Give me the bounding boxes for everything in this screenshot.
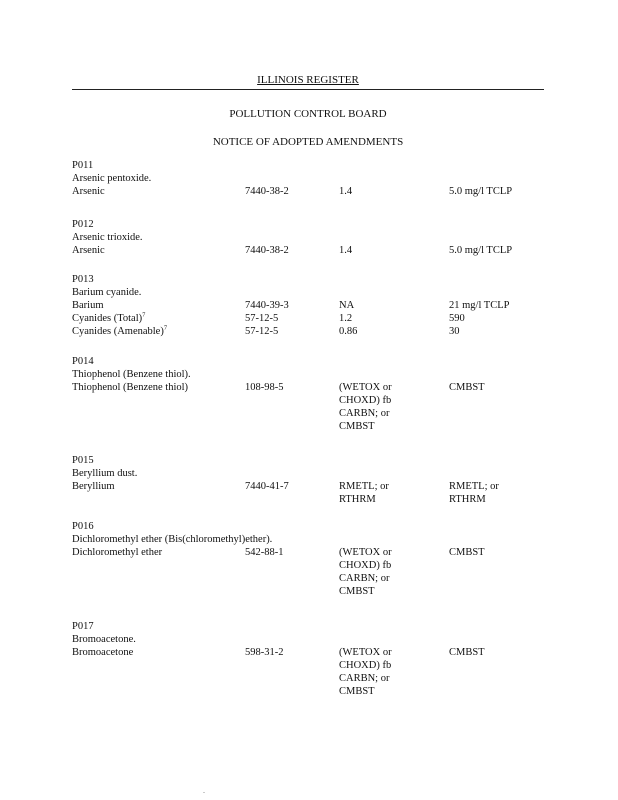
- constituent-name-text: Cyanides (Amenable): [72, 325, 164, 337]
- constituent-name-text: Arsenic: [72, 244, 105, 256]
- nonwastewater-standard-line: CMBST: [449, 546, 485, 558]
- nonwastewater-standard: [449, 326, 460, 339]
- wastewater-standard-line: CARBN; or: [339, 572, 390, 584]
- wastewater-standard-line: CMBST: [339, 685, 375, 697]
- waste-block: [72, 219, 544, 258]
- constituent-name: [72, 313, 145, 326]
- wastewater-standard-line: (WETOX or: [339, 381, 392, 393]
- wastewater-standard-line: (WETOX or: [339, 646, 392, 658]
- wastewater-standard-line: 1.4: [339, 185, 353, 197]
- nonwastewater-standard: [449, 186, 512, 199]
- nonwastewater-standard-line: 5.0 mg/l TCLP: [449, 185, 513, 197]
- cas-number: 7440-38-2: [245, 244, 289, 256]
- waste-code: P011: [72, 160, 94, 171]
- footnote-ref: 7: [163, 324, 168, 332]
- waste-code: P012: [72, 219, 94, 230]
- wastewater-standard: [339, 481, 389, 507]
- wastewater-standard: [339, 313, 352, 326]
- constituent-row: [72, 186, 544, 199]
- nonwastewater-standard-line: 5.0 mg/l TCLP: [449, 244, 513, 256]
- nonwastewater-standard-line: RMETL; or: [449, 480, 499, 492]
- nonwastewater-standard: [449, 382, 485, 395]
- waste-block: [72, 160, 544, 199]
- footer-mark: .: [203, 786, 205, 795]
- constituent-row: [72, 245, 544, 258]
- constituent-row: [72, 647, 544, 699]
- cas-number: 598-31-2: [245, 646, 284, 658]
- nonwastewater-standard-line: 30: [449, 325, 460, 337]
- nonwastewater-standard: [449, 547, 485, 560]
- constituent-name-text: Arsenic: [72, 185, 105, 197]
- waste-code: P017: [72, 621, 94, 632]
- constituent-name: [72, 481, 115, 494]
- constituent-name-text: Cyanides (Total): [72, 312, 143, 324]
- waste-block: [72, 356, 544, 434]
- constituent-name: [72, 186, 105, 199]
- wastewater-standard: [339, 326, 357, 339]
- notice-heading: NOTICE OF ADOPTED AMENDMENTS: [212, 136, 404, 148]
- wastewater-standard-line: 0.86: [339, 325, 358, 337]
- constituent-name: [72, 300, 104, 313]
- waste-description: Arsenic trioxide.: [72, 231, 143, 243]
- constituent-row: [72, 382, 544, 434]
- waste-code: P015: [72, 455, 94, 466]
- wastewater-standard-line: CMBST: [339, 585, 375, 597]
- waste-block: [72, 521, 544, 599]
- nonwastewater-standard-line: 21 mg/l TCLP: [449, 299, 510, 311]
- wastewater-standard-line: CARBN; or: [339, 672, 390, 684]
- nonwastewater-standard-line: CMBST: [449, 381, 485, 393]
- nonwastewater-standard: [449, 300, 509, 313]
- constituent-name: [72, 326, 167, 339]
- wastewater-standard-line: CHOXD) fb: [339, 559, 392, 571]
- nonwastewater-standard: [449, 245, 512, 258]
- waste-block: [72, 455, 544, 507]
- constituent-row: [72, 313, 544, 326]
- wastewater-standard-line: RMETL; or: [339, 480, 389, 492]
- constituent-name-text: Thiophenol (Benzene thiol): [72, 381, 189, 393]
- waste-description: Beryllium dust.: [72, 467, 138, 479]
- waste-block: [72, 274, 544, 339]
- waste-code: P014: [72, 356, 94, 367]
- constituent-name: [72, 547, 162, 560]
- waste-code: P013: [72, 274, 94, 285]
- header-rule: [72, 89, 544, 90]
- waste-description: Thiophenol (Benzene thiol).: [72, 368, 191, 380]
- waste-code: P016: [72, 521, 94, 532]
- wastewater-standard: [339, 245, 352, 258]
- wastewater-standard-line: CHOXD) fb: [339, 659, 392, 671]
- constituent-row: [72, 326, 544, 339]
- cas-number: 542-88-1: [245, 546, 284, 558]
- nonwastewater-standard-line: 590: [449, 312, 465, 324]
- cas-number: 108-98-5: [245, 381, 284, 393]
- wastewater-standard-line: CHOXD) fb: [339, 394, 392, 406]
- register-title: ILLINOIS REGISTER: [257, 74, 359, 86]
- cas-number: 7440-38-2: [245, 185, 289, 197]
- waste-description: Dichloromethyl ether (Bis(chloromethyl)ether).: [72, 533, 273, 545]
- nonwastewater-standard: [449, 481, 499, 507]
- constituent-row: [72, 547, 544, 599]
- cas-number: 7440-39-3: [245, 299, 289, 311]
- cas-number: 7440-41-7: [245, 480, 289, 492]
- constituent-name: [72, 382, 188, 395]
- waste-description: Barium cyanide.: [72, 286, 142, 298]
- constituent-name: [72, 245, 105, 258]
- nonwastewater-standard-line: CMBST: [449, 646, 485, 658]
- constituent-name-text: Beryllium: [72, 480, 115, 492]
- constituent-name: [72, 647, 133, 660]
- wastewater-standard-line: (WETOX or: [339, 546, 392, 558]
- wastewater-standard: [339, 547, 392, 599]
- wastewater-standard: [339, 300, 354, 313]
- agency-heading: POLLUTION CONTROL BOARD: [229, 108, 387, 120]
- waste-description: Arsenic pentoxide.: [72, 172, 152, 184]
- wastewater-standard: [339, 647, 392, 699]
- constituent-name-text: Dichloromethyl ether: [72, 546, 163, 558]
- constituent-row: [72, 481, 544, 507]
- cas-number: 57-12-5: [245, 325, 279, 337]
- wastewater-standard-line: CMBST: [339, 420, 375, 432]
- footnote-ref: 7: [142, 311, 146, 319]
- wastewater-standard: [339, 382, 392, 434]
- nonwastewater-standard: [449, 313, 465, 326]
- wastewater-standard: [339, 186, 352, 199]
- cas-number: 57-12-5: [245, 312, 279, 324]
- wastewater-standard-line: 1.2: [339, 312, 353, 324]
- wastewater-standard-line: 1.4: [339, 244, 353, 256]
- nonwastewater-standard: [449, 647, 485, 660]
- wastewater-standard-line: RTHRM: [339, 493, 376, 505]
- constituent-name-text: Bromoacetone: [72, 646, 134, 658]
- wastewater-standard-line: CARBN; or: [339, 407, 390, 419]
- wastewater-standard-line: NA: [339, 299, 355, 311]
- nonwastewater-standard-line: RTHRM: [449, 493, 486, 505]
- waste-description: Bromoacetone.: [72, 633, 136, 645]
- constituent-name-text: Barium: [72, 299, 104, 311]
- waste-block: [72, 621, 544, 699]
